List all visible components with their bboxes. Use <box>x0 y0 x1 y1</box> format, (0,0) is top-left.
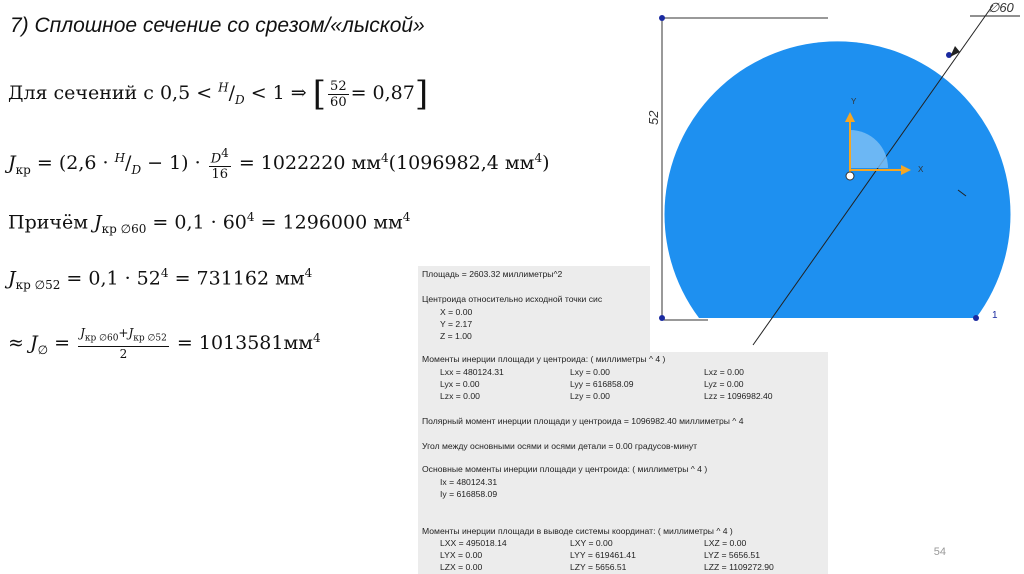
polar-moment: Полярный момент инерции площади у центроида = 1096982.40 миллиметры ^ 4 <box>422 416 744 426</box>
output-cell: LXX = 495018.14 <box>440 538 507 548</box>
output-cell: LYZ = 5656.51 <box>704 550 760 560</box>
moment-cell: Lxy = 0.00 <box>570 367 610 377</box>
corner-label: 1 <box>992 310 998 321</box>
moment-cell: Lxx = 480124.31 <box>440 367 504 377</box>
diameter-arrow <box>950 46 960 57</box>
moment-cell: Lzx = 0.00 <box>440 391 480 401</box>
dim-point-top <box>659 15 665 21</box>
dim-point-bottom <box>659 315 665 321</box>
output-cell: LZY = 5656.51 <box>570 562 627 572</box>
moments-header: Моменты инерции площади у центроида: ( миллиметры ^ 4 ) <box>422 354 666 364</box>
axis-x-label: X <box>918 165 924 174</box>
centroid-header: Центроида относительно исходной точки сис <box>422 294 603 304</box>
corner-point <box>973 315 979 321</box>
output-header: Моменты инерции площади в выводе системы координат: ( миллиметры ^ 4 ) <box>422 526 733 536</box>
output-cell: LYY = 619461.41 <box>570 550 636 560</box>
moment-cell: Lxz = 0.00 <box>704 367 744 377</box>
moment-cell: Lyz = 0.00 <box>704 379 744 389</box>
moment-cell: Lyx = 0.00 <box>440 379 480 389</box>
mass-properties-top <box>418 266 650 354</box>
output-cell: LYX = 0.00 <box>440 550 483 560</box>
formula-ratio: Для сечений с $0,5 < ^H/_D < 1$ ⇒ [ $\frac{52}{60}$ = 0,87] <box>8 74 429 114</box>
formula-j60: Причём $J_{кр \emptyset 60} = 0,1 \cdot 60^4 = 1296000$ $мм^4$ <box>8 210 411 237</box>
centroid-marker <box>846 172 854 180</box>
output-cell: LXZ = 0.00 <box>704 538 747 548</box>
section-shape <box>665 41 1011 318</box>
output-cell: LXY = 0.00 <box>570 538 613 548</box>
dim-diameter: ∅60 <box>988 0 1014 15</box>
moment-cell: Lzy = 0.00 <box>570 391 610 401</box>
formula-j52: $J_{кр \emptyset 52} = 0,1 \cdot 52^4 = 731162$ $мм^4$ <box>8 266 313 293</box>
moment-cell: Lyy = 616858.09 <box>570 379 634 389</box>
page-number: 54 <box>933 546 946 558</box>
centroid-z: Z = 1.00 <box>440 331 472 341</box>
axes-angle: Угол между основными осями и осями детали = 0.00 градусов-минут <box>422 441 698 451</box>
formula-average: ≈ $J_\emptyset$ = $\frac{J_{кр \emptyset 60}+J_{кр \emptyset 52}}{2}$ = $1013581мм^4$ <box>8 326 321 362</box>
area-text: Площадь = 2603.32 миллиметры^2 <box>422 269 563 279</box>
principal-ix: Ix = 480124.31 <box>440 477 498 487</box>
dim-height: 52 <box>646 110 661 125</box>
output-cell: LZX = 0.00 <box>440 562 483 572</box>
cross-section-drawing <box>648 0 1024 340</box>
slide-title: 7) Сплошное сечение со срезом/«лыской» <box>10 14 425 37</box>
principal-iy: Iy = 616858.09 <box>440 489 498 499</box>
axis-y-label: Y <box>851 97 857 106</box>
principal-header: Основные моменты инерции площади у центроида: ( миллиметры ^ 4 ) <box>422 464 708 474</box>
centroid-y: Y = 2.17 <box>440 319 473 329</box>
formula-jkr: $J_{кр} = (2,6 \cdot ^H/_D - 1)$ · $\frac{D^4}{16}$ = 1022220 $мм^4(1096982,4$ $мм^4$) <box>8 146 550 183</box>
moment-cell: Lzz = 1096982.40 <box>704 391 773 401</box>
output-cell: LZZ = 1109272.90 <box>704 562 774 572</box>
mass-properties-bottom <box>418 352 828 574</box>
centroid-x: X = 0.00 <box>440 307 473 317</box>
